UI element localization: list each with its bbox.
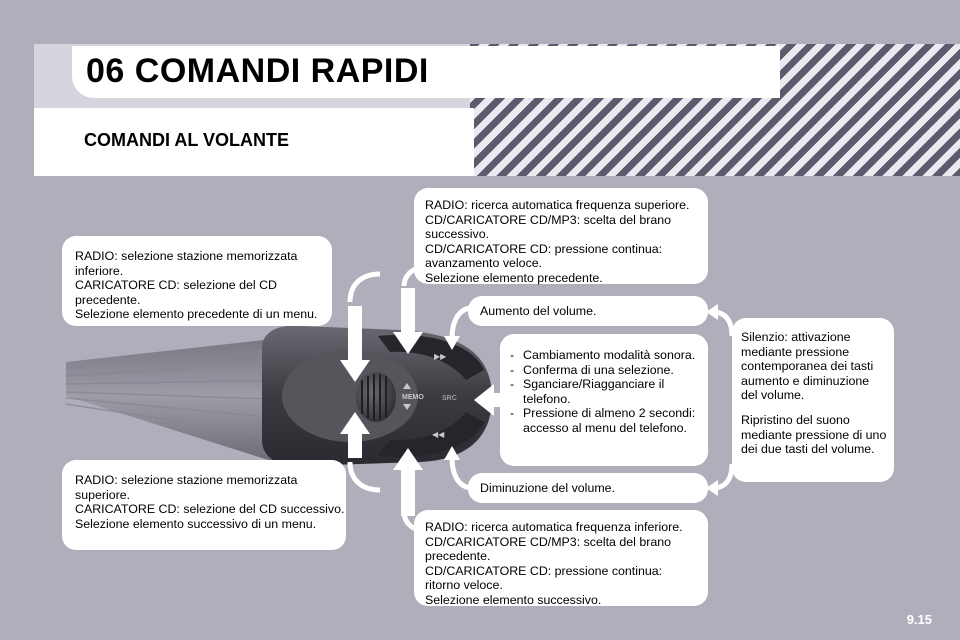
- callout-memo-up: [62, 236, 332, 326]
- src-label: SRC: [442, 395, 457, 402]
- list-item: - Conferma di una selezione.: [506, 363, 704, 378]
- callout-text: Silenzio: attivazione mediante pressione contemporanea dei tasti aumento e diminuzione del volume.: [741, 330, 874, 403]
- callout-text: RADIO: selezione stazione memorizzata superiore.: [75, 473, 298, 502]
- callout-text: CD/CARICATORE CD: pressione continua: avanzamento veloce.: [425, 241, 663, 271]
- callout-src-button: [500, 334, 708, 466]
- callout-volume-down: [468, 473, 708, 503]
- section-subtitle: COMANDI AL VOLANTE: [84, 130, 289, 150]
- callout-mute: [732, 318, 894, 482]
- callout-text: CD/CARICATORE CD: pressione continua: ritorno veloce.: [425, 563, 663, 593]
- callout-next-track: [414, 188, 708, 284]
- callout-text: RADIO: ricerca automatica frequenza inferiore.: [425, 520, 683, 534]
- callout-text: Selezione elemento successivo.: [425, 592, 602, 607]
- callout-text: Selezione elemento successivo di un menu.: [75, 516, 317, 531]
- prev-track-icon: ◀◀: [432, 430, 445, 439]
- callout-text: CD/CARICATORE CD/MP3: scelta del brano successivo.: [425, 212, 672, 242]
- connector-top-left: [350, 274, 380, 302]
- memo-label: MEMO: [402, 394, 424, 401]
- callout-text: RADIO: ricerca automatica frequenza superiore.: [425, 198, 690, 212]
- connector-bottom-left: [350, 462, 380, 490]
- callout-text: RADIO: selezione stazione memorizzata inferiore.: [75, 249, 298, 278]
- callout-volume-up: [468, 296, 708, 326]
- callout-text: CARICATORE CD: selezione del CD successivo.: [75, 502, 345, 517]
- list-item: - Cambiamento modalità sonora.: [506, 348, 704, 363]
- callout-text: Selezione elemento precedente.: [425, 270, 603, 285]
- list-item: - Sganciare/Riagganciare il telefono.: [506, 377, 704, 406]
- callout-text: CARICATORE CD: selezione del CD precedente.: [75, 278, 277, 307]
- callout-memo-down: [62, 460, 346, 550]
- page-number: 9.15: [906, 612, 932, 627]
- list-item: - Pressione di almeno 2 secondi: accesso al menu del telefono.: [506, 406, 704, 435]
- callout-text: Ripristino del suono mediante pressione di uno dei due tasti del volume.: [741, 412, 887, 457]
- callout-text: Aumento del volume.: [480, 304, 597, 318]
- callout-text: Diminuzione del volume.: [480, 481, 615, 495]
- connector-mute-bottom: [716, 464, 732, 488]
- memo-thumbwheel: [356, 372, 396, 422]
- connector-mute-top: [716, 312, 732, 336]
- page-title: 06 COMANDI RAPIDI: [86, 52, 429, 90]
- src-function-list: [506, 348, 704, 436]
- next-track-icon: ▶▶: [434, 352, 447, 361]
- callout-text: CD/CARICATORE CD/MP3: scelta del brano precedente.: [425, 534, 672, 564]
- callout-prev-track: [414, 510, 708, 606]
- callout-text: Selezione elemento precedente di un menu.: [75, 307, 318, 322]
